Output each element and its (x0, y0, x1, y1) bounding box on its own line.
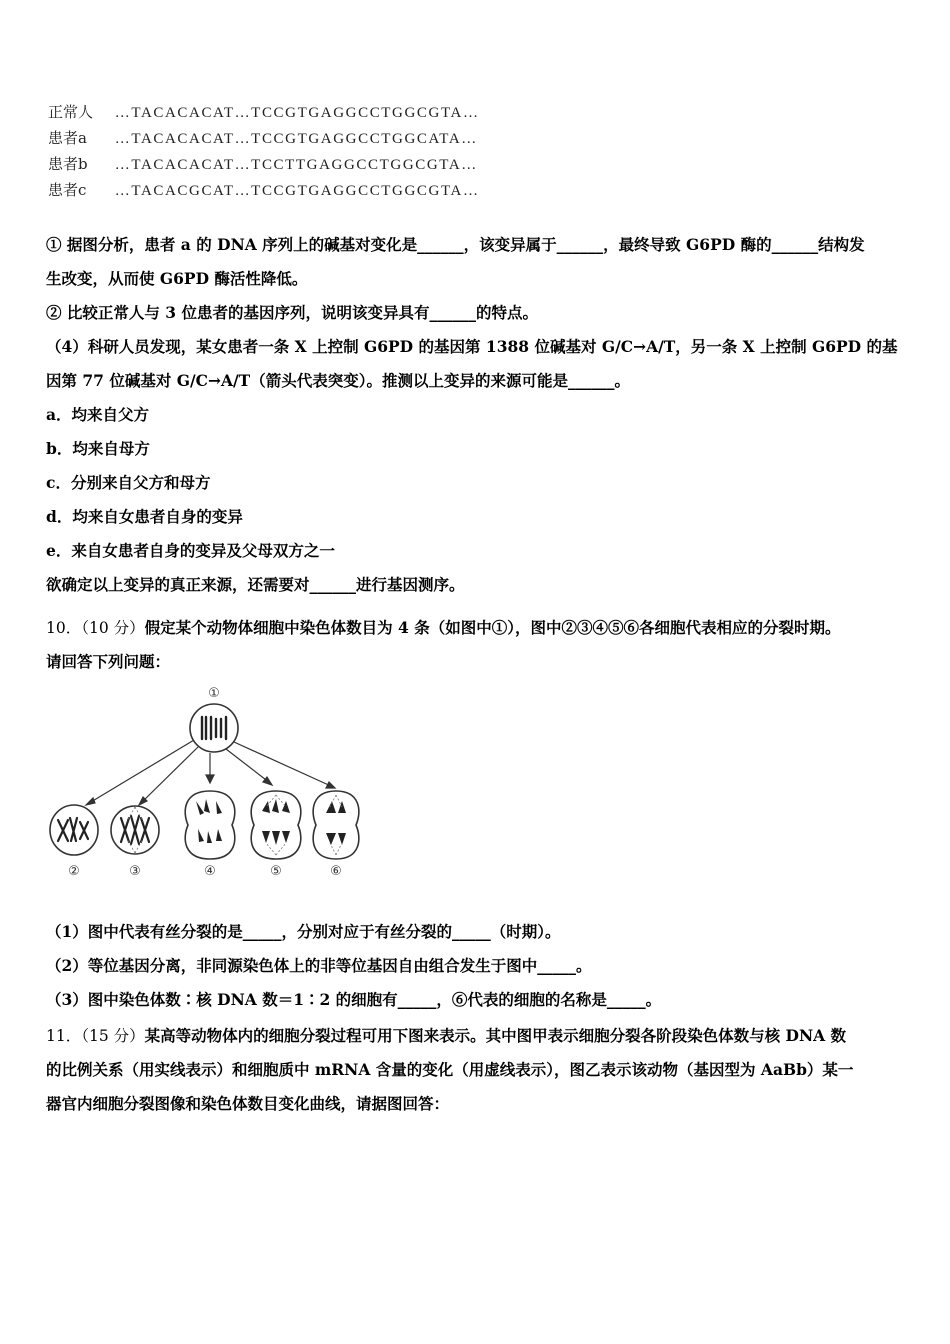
sequence-row (48, 177, 480, 203)
q10-sub2: （2）等位基因分离，非同源染色体上的非等位基因自由组合发生于图中_____。 (46, 956, 592, 975)
cell-label-1: ① (208, 686, 220, 701)
q10-line1 (46, 611, 906, 645)
sequence-text: …TACACACAT…TCCGTGAGGCCTGGCGTA… (114, 105, 480, 121)
q11-line3: 器官内细胞分裂图像和染色体数目变化曲线，请据图回答： (46, 1094, 450, 1113)
cell-label-4: ④ (204, 864, 216, 879)
cell-1-chromosomes (202, 717, 226, 739)
q9-option-b: b．均来自母方 (46, 439, 150, 458)
sequence-label: 患者c (48, 181, 87, 199)
sequence-text: …TACACACAT…TCCTTGAGGCCTGGCGTA… (114, 157, 478, 173)
sequence-row (48, 125, 480, 151)
q9-option-a: a．均来自父方 (46, 405, 150, 424)
q10-sub1: （1）图中代表有丝分裂的是_____，分别对应于有丝分裂的_____（时期）。 (46, 922, 561, 941)
q10-block (46, 611, 906, 679)
q9-part1-line2: 生改变，从而使 G6PD 酶活性降低。 (46, 269, 308, 288)
sequence-text: …TACACACAT…TCCGTGAGGCCTGGCATA… (114, 131, 478, 147)
cell-label-2: ② (68, 864, 80, 879)
sequence-row (48, 99, 480, 125)
q9-part1-line1: ① 据图分析，患者 a 的 DNA 序列上的碱基对变化是______，该变异属于______，最终导致 G6PD 酶的______结构发 (46, 235, 865, 254)
q9-followup: 欲确定以上变异的真正来源，还需要对______进行基因测序。 (46, 575, 465, 594)
q9-option-c: c．分别来自父方和母方 (46, 473, 211, 492)
q11-block (46, 1019, 906, 1121)
cell-label-5: ⑤ (270, 864, 282, 879)
q11-number: 11．（15 分） (46, 1027, 145, 1045)
q10-number: 10．（10 分） (46, 619, 145, 637)
sequence-label: 正常人 (48, 103, 94, 121)
sequence-text: …TACACGCAT…TCCGTGAGGCCTGGCGTA… (114, 183, 480, 199)
cell-label-3: ③ (129, 864, 141, 879)
q10-subquestions (46, 915, 906, 1017)
q10-stem: 假定某个动物体细胞中染色体数目为 4 条（如图中①），图中②③④⑤⑥各细胞代表相应的分裂时期。 (144, 618, 841, 637)
cell-6-chromosomes (326, 801, 346, 845)
q11-line2: 的比例关系（用实线表示）和细胞质中 mRNA 含量的变化（用虚线表示），图乙表示该动物（基因型为 AaBb）某一 (46, 1060, 854, 1079)
q11-line1 (46, 1019, 906, 1053)
q10-sub3: （3）图中染色体数∶核 DNA 数＝1∶2 的细胞有_____，⑥代表的细胞的名称是_____。 (46, 990, 662, 1009)
cell-6-spindle (330, 795, 342, 855)
q9-part2: ② 比较正常人与 3 位患者的基因序列，说明该变异具有______的特点。 (46, 303, 538, 322)
q9-part4-line2: 因第 77 位碱基对 G/C→A/T（箭头代表突变）。推测以上变异的来源可能是______。 (46, 371, 630, 390)
cell-4-chromosomes (196, 799, 222, 843)
cell-4 (185, 791, 235, 859)
cell-6 (313, 791, 359, 859)
sequence-label: 患者b (48, 155, 88, 173)
cell-division-diagram (46, 683, 376, 883)
q11-stem: 某高等动物体内的细胞分裂过程可用下图来表示。其中图甲表示细胞分裂各阶段染色体数与核 DNA 数 (144, 1026, 847, 1045)
sequence-table (48, 99, 480, 203)
q9-part4-line1: （4）科研人员发现，某女患者一条 X 上控制 G6PD 的基因第 1388 位碱基对 G/C→A/T，另一条 X 上控制 G6PD 的基 (46, 337, 898, 356)
cell-label-6: ⑥ (330, 864, 342, 879)
cell-2-chromosomes (58, 818, 88, 841)
sequence-label: 患者a (48, 129, 87, 147)
q9-option-d: d．均来自女患者自身的变异 (46, 507, 243, 526)
q9-block (46, 228, 906, 602)
sequence-row (48, 151, 480, 177)
cell-5-chromosomes (262, 799, 290, 845)
cell-1 (190, 704, 238, 752)
cell-3-chromosomes (121, 816, 149, 844)
division-arrows (86, 740, 335, 805)
q9-option-e: e．来自女患者自身的变异及父母双方之一 (46, 541, 335, 560)
q10-line2: 请回答下列问题： (46, 652, 171, 671)
